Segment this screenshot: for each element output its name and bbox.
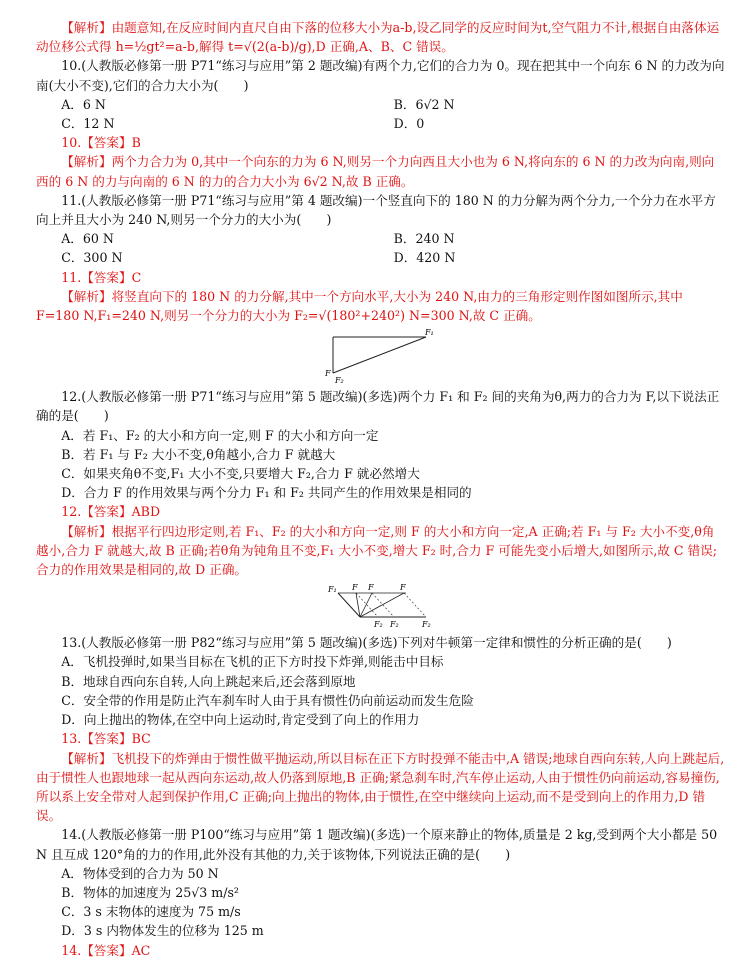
q14-option-b: B．物体的加速度为 25√3 m/s²	[61, 884, 239, 900]
q11-label-f2: F₂	[335, 376, 344, 386]
q11-f1-line	[333, 337, 426, 373]
q12-stem: 12.(人教版必修第一册 P71“练习与应用”第 5 题改编)(多选)两个力 F₁ 和 F₂ 间的夹角为θ,两力的合力为 F,以下说法正确的是( )	[36, 389, 720, 424]
q14-answer: 14.【答案】AC	[61, 942, 151, 958]
q12-label-f1: F₁	[328, 585, 337, 595]
q14-option-a: A．物体受到的合力为 50 N	[61, 865, 219, 881]
q14-stem: 14.(人教版必修第一册 P100“练习与应用”第 1 题改编)(多选)一个原来静止的物体,质量是 2 kg,受到两个大小都是 50 N 且互成 120°角的力的作用,此外没有其他的力,关于该物体,下列说法正确的是( )	[36, 827, 718, 862]
q10-analysis: 【解析】两个力合力为 0,其中一个向东的力为 6 N,则另一个力向西且大小也为 6 N,将向东的 6 N 的力改为向南,则向西的 6 N 的力与向南的 6 N 的力的合力大小为 6√2 N,故 B 正确。	[36, 154, 715, 189]
q10-answer: 10.【答案】B	[61, 135, 141, 151]
q12-dash-3	[404, 593, 426, 617]
q12-label-f-2: F	[368, 583, 374, 593]
q12-option-a: A．若 F₁、F₂ 的大小和方向一定,则 F 的大小和方向一定	[61, 427, 379, 443]
q10-option-d: D．0	[393, 116, 425, 132]
q11-options	[36, 229, 726, 267]
q12-parallelogram-figure	[326, 581, 436, 631]
worksheet-page	[36, 18, 726, 960]
q13-analysis: 【解析】飞机投下的炸弹由于惯性做平抛运动,所以目标在正下方时投弹不能击中,A 错误;地球自西向东转,人向上跳起后,由于惯性人也跟地球一起从西向东运动,故人仍落到原地,B 正确;紧急刹车时,汽车停止运动,人由于惯性仍向前运动,容易撞伤,所以系上安全带对人起到保护作用,C 正确;向上抛出的物体,由于惯性,在空中继续向上运动,而不是受到向上的作用力,D 错误。	[36, 750, 725, 824]
q11-analysis: 【解析】将竖直向下的 180 N 的力分解,其中一个方向水平,大小为 240 N,由力的三角形定则作图如图所示,其中 F=180 N,F₁=240 N,则另一个分力的大小为 F₂=√(180²+240²) N=300 N,故 C 正确。	[36, 288, 683, 324]
q10-option-b: B．6√2 N	[393, 96, 455, 112]
q11-option-a: A．60 N	[61, 231, 114, 247]
q14-option-c: C．3 s 末物体的速度为 75 m/s	[61, 904, 241, 920]
q12-option-d: D．合力 F 的作用效果与两个分力 F₁ 和 F₂ 共同产生的作用效果是相同的	[61, 485, 472, 501]
q11-force-triangle-figure	[321, 327, 441, 385]
q10-option-c: C．12 N	[61, 116, 115, 132]
q13-stem: 13.(人教版必修第一册 P82“练习与应用”第 5 题改编)(多选)下列对牛顿第一定律和惯性的分析正确的是( )	[61, 635, 672, 651]
q13-options	[36, 652, 726, 729]
q12-options	[36, 426, 726, 503]
q11-label-f: F	[325, 369, 331, 379]
q13-option-c: C．安全带的作用是防止汽车刹车时人由于具有惯性仍向前运动而发生危险	[61, 692, 474, 708]
q11-label-f1: F₁	[425, 328, 434, 338]
q12-label-f2-1: F₂	[374, 620, 383, 630]
q12-label-f-1: F	[352, 583, 358, 593]
q13-option-b: B．地球自西向东自转,人向上跳起来后,还会落到原地	[61, 673, 356, 689]
q10-stem: 10.(人教版必修第一册 P71“练习与应用”第 2 题改编)有两个力,它们的合力为 0。现在把其中一个向东 6 N 的力改为向南(大小不变),它们的合力大小为( )	[36, 58, 725, 93]
q12-label-f-3: F	[400, 583, 406, 593]
q13-option-a: A．飞机投弹时,如果当目标在飞机的正下方时投下炸弹,则能击中目标	[61, 654, 444, 670]
q11-option-b: B．240 N	[393, 231, 455, 247]
q12-label-f2-2: F₂	[390, 620, 399, 630]
q12-dash-2	[372, 593, 394, 617]
q11-option-d: D．420 N	[393, 250, 456, 266]
q13-option-d: D．向上抛出的物体,在空中向上运动时,肯定受到了向上的作用力	[61, 712, 420, 728]
q9-analysis: 【解析】由题意知,在反应时间内直尺自由下落的位移大小为a-b,设乙同学的反应时间为t,空气阻力不计,根据自由落体运动位移公式得 h=½gt²=a-b,解得 t=√(2(a-b)/g),D 正确,A、B、C 错误。	[36, 20, 720, 55]
q11-answer: 11.【答案】C	[61, 269, 142, 285]
q13-answer: 13.【答案】BC	[61, 731, 151, 747]
q14-option-d: D．3 s 内物体发生的位移为 125 m	[61, 923, 264, 939]
q11-stem: 11.(人教版必修第一册 P71“练习与应用”第 4 题改编)一个竖直向下的 180 N 的力分解为两个分力,一个分力在水平方向上并且大小为 240 N,则另一个分力的大小为( )	[36, 192, 716, 228]
q10-option-a: A．6 N	[61, 96, 106, 112]
q11-option-c: C．300 N	[61, 250, 123, 266]
q12-analysis: 【解析】根据平行四边形定则,若 F₁、F₂ 的大小和方向一定,则 F 的大小和方向一定,A 正确;若 F₁ 与 F₂ 大小不变,θ角越小,合力 F 就越大,故 B 正确;若θ角为钝角且不变,F₁ 大小不变,增大 F₂ 时,合力 F 可能先变小后增大,如图所示,故 C 错误;合力的作用效果是相同的,故 D 正确。	[36, 523, 718, 578]
q12-option-b: B．若 F₁ 与 F₂ 大小不变,θ角越小,合力 F 就越大	[61, 446, 336, 462]
q10-options	[36, 95, 726, 133]
q12-answer: 12.【答案】ABD	[61, 504, 161, 520]
q14-options	[36, 864, 726, 941]
q12-option-c: C．如果夹角θ不变,F₁ 大小不变,只要增大 F₂,合力 F 就必然增大	[61, 466, 420, 482]
q12-label-f2-3: F₂	[422, 620, 431, 630]
